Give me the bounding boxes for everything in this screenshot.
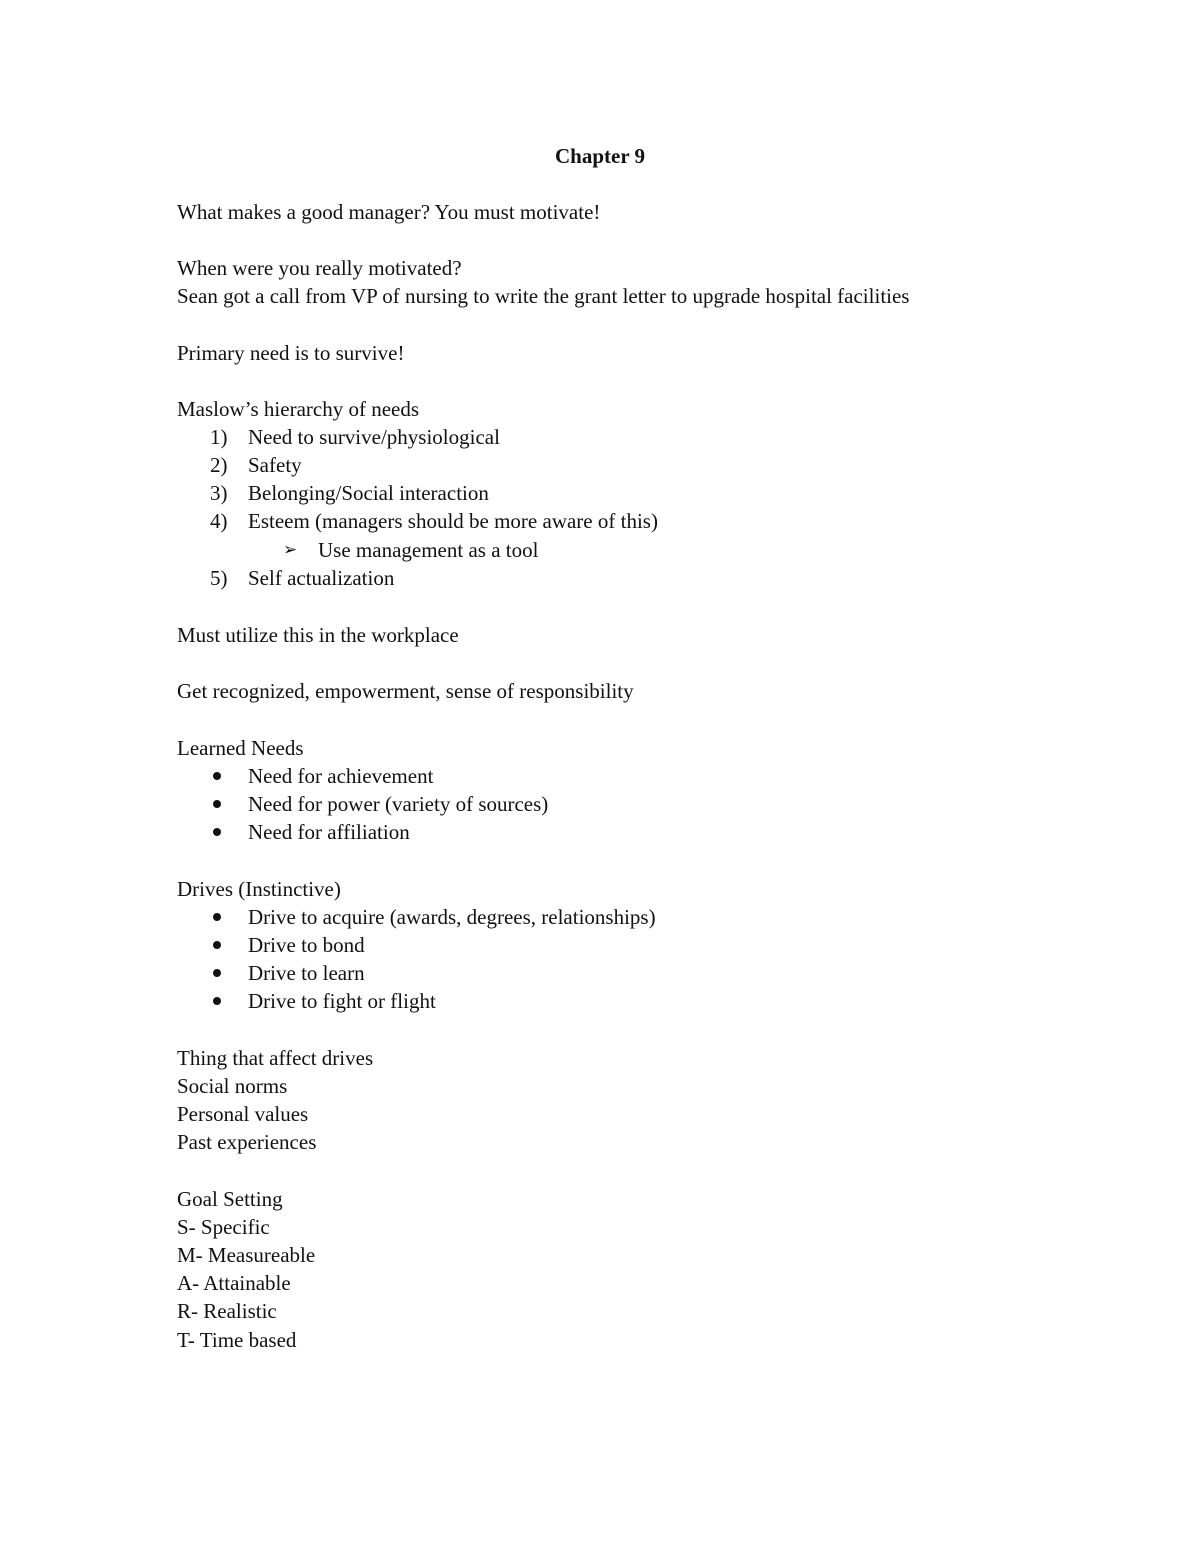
maslow-item: Belonging/Social interaction <box>248 481 489 505</box>
bullet-icon <box>213 941 221 949</box>
maslow-item-number: 1) <box>210 425 228 449</box>
maslow-item: Self actualization <box>248 566 395 590</box>
motivation-question: When were you really motivated? <box>177 256 462 280</box>
maslow-item-number: 5) <box>210 566 228 590</box>
affect-drive-item: Social norms <box>177 1074 288 1098</box>
drives-heading: Drives (Instinctive) <box>177 877 341 901</box>
goal-setting-heading: Goal Setting <box>177 1187 283 1211</box>
motivation-answer: Sean got a call from VP of nursing to write the grant letter to upgrade hospital facilities <box>177 284 910 308</box>
affect-drives-heading: Thing that affect drives <box>177 1046 374 1070</box>
drive-item: Drive to bond <box>248 933 365 957</box>
maslow-item: Need to survive/physiological <box>248 425 500 449</box>
goal-setting-item: A- Attainable <box>177 1271 291 1295</box>
goal-setting-item: R- Realistic <box>177 1299 277 1323</box>
learned-need-item: Need for affiliation <box>248 820 410 844</box>
arrow-bullet-icon: ➢ <box>283 540 298 559</box>
drive-item: Drive to acquire (awards, degrees, relationships) <box>248 905 656 929</box>
bullet-icon <box>213 913 221 921</box>
maslow-sub-item: Use management as a tool <box>318 538 539 562</box>
workplace-text: Must utilize this in the workplace <box>177 623 459 647</box>
page-title: Chapter 9 <box>554 144 646 168</box>
learned-needs-heading: Learned Needs <box>177 736 304 760</box>
maslow-item-number: 3) <box>210 481 228 505</box>
primary-need-text: Primary need is to survive! <box>177 341 405 365</box>
goal-setting-item: S- Specific <box>177 1215 270 1239</box>
goal-setting-item: T- Time based <box>177 1328 297 1352</box>
drive-item: Drive to learn <box>248 961 365 985</box>
recognition-text: Get recognized, empowerment, sense of responsibility <box>177 679 634 703</box>
maslow-item-number: 2) <box>210 453 228 477</box>
intro-text: What makes a good manager? You must motivate! <box>177 200 601 224</box>
bullet-icon <box>213 997 221 1005</box>
drive-item: Drive to fight or flight <box>248 989 436 1013</box>
maslow-heading: Maslow’s hierarchy of needs <box>177 397 420 421</box>
bullet-icon <box>213 828 221 836</box>
maslow-item: Esteem (managers should be more aware of this) <box>248 509 658 533</box>
goal-setting-item: M- Measureable <box>177 1243 316 1267</box>
learned-need-item: Need for power (variety of sources) <box>248 792 549 816</box>
bullet-icon <box>213 969 221 977</box>
bullet-icon <box>213 772 221 780</box>
maslow-item-number: 4) <box>210 509 228 533</box>
maslow-item: Safety <box>248 453 302 477</box>
affect-drive-item: Personal values <box>177 1102 309 1126</box>
affect-drive-item: Past experiences <box>177 1130 317 1154</box>
learned-need-item: Need for achievement <box>248 764 434 788</box>
bullet-icon <box>213 800 221 808</box>
